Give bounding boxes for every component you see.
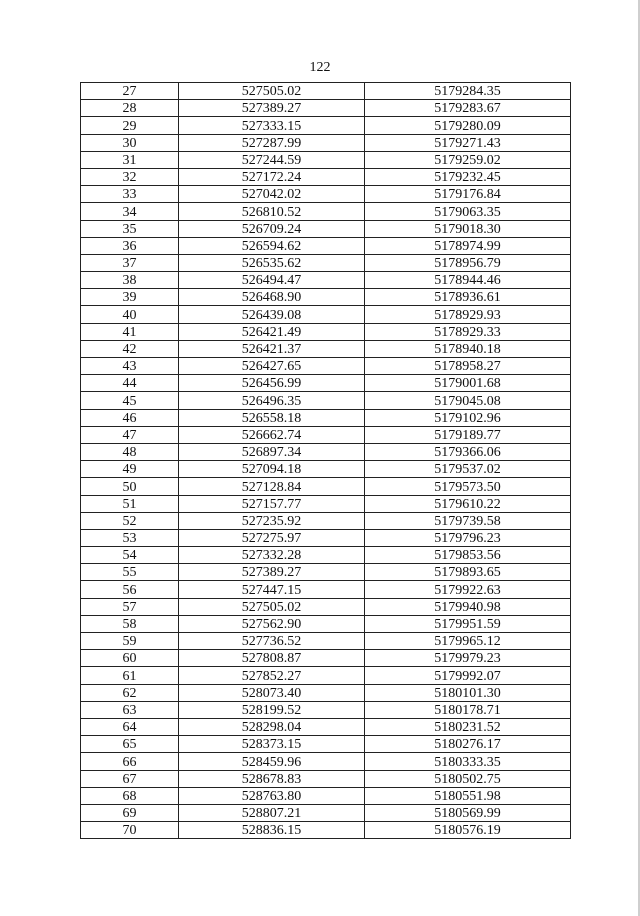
x-coordinate-cell: 526439.08 — [179, 306, 365, 323]
x-coordinate-cell: 528298.04 — [179, 718, 365, 735]
x-coordinate-cell: 527505.02 — [179, 83, 365, 100]
table-row — [81, 340, 571, 357]
table-row — [81, 667, 571, 684]
table-row — [81, 495, 571, 512]
point-number-cell: 38 — [81, 272, 179, 289]
x-coordinate-cell: 527852.27 — [179, 667, 365, 684]
y-coordinate-cell: 5179232.45 — [365, 168, 571, 185]
y-coordinate-cell: 5180502.75 — [365, 770, 571, 787]
x-coordinate-cell: 526468.90 — [179, 289, 365, 306]
y-coordinate-cell: 5179063.35 — [365, 203, 571, 220]
point-number-cell: 66 — [81, 753, 179, 770]
x-coordinate-cell: 528836.15 — [179, 822, 365, 839]
point-number-cell: 53 — [81, 529, 179, 546]
x-coordinate-cell: 526494.47 — [179, 272, 365, 289]
y-coordinate-cell: 5180101.30 — [365, 684, 571, 701]
point-number-cell: 32 — [81, 168, 179, 185]
point-number-cell: 50 — [81, 478, 179, 495]
table-row — [81, 134, 571, 151]
y-coordinate-cell: 5179796.23 — [365, 529, 571, 546]
x-coordinate-cell: 527389.27 — [179, 100, 365, 117]
y-coordinate-cell: 5179283.67 — [365, 100, 571, 117]
x-coordinate-cell: 526496.35 — [179, 392, 365, 409]
y-coordinate-cell: 5179280.09 — [365, 117, 571, 134]
table-row — [81, 615, 571, 632]
table-row — [81, 117, 571, 134]
point-number-cell: 63 — [81, 701, 179, 718]
x-coordinate-cell: 528459.96 — [179, 753, 365, 770]
y-coordinate-cell: 5179271.43 — [365, 134, 571, 151]
y-coordinate-cell: 5180276.17 — [365, 736, 571, 753]
x-coordinate-cell: 526709.24 — [179, 220, 365, 237]
table-row — [81, 753, 571, 770]
y-coordinate-cell: 5179739.58 — [365, 512, 571, 529]
y-coordinate-cell: 5179259.02 — [365, 151, 571, 168]
table-row — [81, 151, 571, 168]
point-number-cell: 27 — [81, 83, 179, 100]
x-coordinate-cell: 528373.15 — [179, 736, 365, 753]
coordinates-table — [80, 82, 571, 839]
point-number-cell: 28 — [81, 100, 179, 117]
table-row — [81, 822, 571, 839]
point-number-cell: 54 — [81, 547, 179, 564]
point-number-cell: 35 — [81, 220, 179, 237]
x-coordinate-cell: 526558.18 — [179, 409, 365, 426]
x-coordinate-cell: 527128.84 — [179, 478, 365, 495]
x-coordinate-cell: 528678.83 — [179, 770, 365, 787]
x-coordinate-cell: 527505.02 — [179, 598, 365, 615]
point-number-cell: 56 — [81, 581, 179, 598]
table-row — [81, 100, 571, 117]
y-coordinate-cell: 5179992.07 — [365, 667, 571, 684]
point-number-cell: 33 — [81, 186, 179, 203]
point-number-cell: 40 — [81, 306, 179, 323]
table-row — [81, 461, 571, 478]
y-coordinate-cell: 5178940.18 — [365, 340, 571, 357]
x-coordinate-cell: 526810.52 — [179, 203, 365, 220]
point-number-cell: 45 — [81, 392, 179, 409]
x-coordinate-cell: 527094.18 — [179, 461, 365, 478]
x-coordinate-cell: 527736.52 — [179, 633, 365, 650]
y-coordinate-cell: 5179853.56 — [365, 547, 571, 564]
point-number-cell: 61 — [81, 667, 179, 684]
x-coordinate-cell: 526456.99 — [179, 375, 365, 392]
x-coordinate-cell: 527333.15 — [179, 117, 365, 134]
y-coordinate-cell: 5180576.19 — [365, 822, 571, 839]
point-number-cell: 39 — [81, 289, 179, 306]
point-number-cell: 41 — [81, 323, 179, 340]
table-row — [81, 323, 571, 340]
y-coordinate-cell: 5179965.12 — [365, 633, 571, 650]
table-row — [81, 650, 571, 667]
table-row — [81, 272, 571, 289]
point-number-cell: 60 — [81, 650, 179, 667]
point-number-cell: 49 — [81, 461, 179, 478]
table-row — [81, 718, 571, 735]
y-coordinate-cell: 5179001.68 — [365, 375, 571, 392]
table-row — [81, 409, 571, 426]
y-coordinate-cell: 5179102.96 — [365, 409, 571, 426]
x-coordinate-cell: 526594.62 — [179, 237, 365, 254]
point-number-cell: 69 — [81, 804, 179, 821]
table-row — [81, 701, 571, 718]
x-coordinate-cell: 527389.27 — [179, 564, 365, 581]
y-coordinate-cell: 5179610.22 — [365, 495, 571, 512]
table-row — [81, 220, 571, 237]
y-coordinate-cell: 5180333.35 — [365, 753, 571, 770]
table-row — [81, 770, 571, 787]
x-coordinate-cell: 527562.90 — [179, 615, 365, 632]
table-row — [81, 564, 571, 581]
x-coordinate-cell: 526897.34 — [179, 443, 365, 460]
y-coordinate-cell: 5178929.93 — [365, 306, 571, 323]
table-row — [81, 804, 571, 821]
table-row — [81, 443, 571, 460]
y-coordinate-cell: 5178956.79 — [365, 254, 571, 271]
table-row — [81, 306, 571, 323]
point-number-cell: 55 — [81, 564, 179, 581]
x-coordinate-cell: 527447.15 — [179, 581, 365, 598]
point-number-cell: 44 — [81, 375, 179, 392]
table-row — [81, 203, 571, 220]
page-number: 122 — [309, 60, 331, 75]
x-coordinate-cell: 526662.74 — [179, 426, 365, 443]
x-coordinate-cell: 527287.99 — [179, 134, 365, 151]
table-row — [81, 426, 571, 443]
x-coordinate-cell: 528807.21 — [179, 804, 365, 821]
x-coordinate-cell: 526427.65 — [179, 358, 365, 375]
x-coordinate-cell: 527172.24 — [179, 168, 365, 185]
y-coordinate-cell: 5179537.02 — [365, 461, 571, 478]
x-coordinate-cell: 527808.87 — [179, 650, 365, 667]
x-coordinate-cell: 526535.62 — [179, 254, 365, 271]
y-coordinate-cell: 5179366.06 — [365, 443, 571, 460]
y-coordinate-cell: 5178936.61 — [365, 289, 571, 306]
y-coordinate-cell: 5179189.77 — [365, 426, 571, 443]
table-row — [81, 358, 571, 375]
point-number-cell: 46 — [81, 409, 179, 426]
table-row — [81, 598, 571, 615]
point-number-cell: 30 — [81, 134, 179, 151]
point-number-cell: 67 — [81, 770, 179, 787]
y-coordinate-cell: 5180551.98 — [365, 787, 571, 804]
point-number-cell: 51 — [81, 495, 179, 512]
point-number-cell: 43 — [81, 358, 179, 375]
x-coordinate-cell: 527157.77 — [179, 495, 365, 512]
point-number-cell: 48 — [81, 443, 179, 460]
point-number-cell: 42 — [81, 340, 179, 357]
table-row — [81, 787, 571, 804]
x-coordinate-cell: 526421.49 — [179, 323, 365, 340]
x-coordinate-cell: 528763.80 — [179, 787, 365, 804]
y-coordinate-cell: 5179940.98 — [365, 598, 571, 615]
point-number-cell: 59 — [81, 633, 179, 650]
table-row — [81, 237, 571, 254]
y-coordinate-cell: 5179893.65 — [365, 564, 571, 581]
point-number-cell: 31 — [81, 151, 179, 168]
point-number-cell: 52 — [81, 512, 179, 529]
y-coordinate-cell: 5179018.30 — [365, 220, 571, 237]
y-coordinate-cell: 5179176.84 — [365, 186, 571, 203]
y-coordinate-cell: 5180178.71 — [365, 701, 571, 718]
table-row — [81, 392, 571, 409]
x-coordinate-cell: 526421.37 — [179, 340, 365, 357]
y-coordinate-cell: 5178944.46 — [365, 272, 571, 289]
y-coordinate-cell: 5179922.63 — [365, 581, 571, 598]
x-coordinate-cell: 527042.02 — [179, 186, 365, 203]
table-row — [81, 83, 571, 100]
table-row — [81, 168, 571, 185]
point-number-cell: 65 — [81, 736, 179, 753]
table-row — [81, 736, 571, 753]
table-row — [81, 581, 571, 598]
x-coordinate-cell: 527244.59 — [179, 151, 365, 168]
table-row — [81, 633, 571, 650]
y-coordinate-cell: 5179979.23 — [365, 650, 571, 667]
table-row — [81, 478, 571, 495]
x-coordinate-cell: 528199.52 — [179, 701, 365, 718]
point-number-cell: 70 — [81, 822, 179, 839]
point-number-cell: 36 — [81, 237, 179, 254]
y-coordinate-cell: 5178958.27 — [365, 358, 571, 375]
point-number-cell: 37 — [81, 254, 179, 271]
x-coordinate-cell: 527332.28 — [179, 547, 365, 564]
y-coordinate-cell: 5180569.99 — [365, 804, 571, 821]
table-row — [81, 375, 571, 392]
table-row — [81, 529, 571, 546]
point-number-cell: 58 — [81, 615, 179, 632]
y-coordinate-cell: 5179573.50 — [365, 478, 571, 495]
point-number-cell: 57 — [81, 598, 179, 615]
point-number-cell: 29 — [81, 117, 179, 134]
table-row — [81, 547, 571, 564]
table-row — [81, 186, 571, 203]
x-coordinate-cell: 527275.97 — [179, 529, 365, 546]
table-row — [81, 289, 571, 306]
y-coordinate-cell: 5180231.52 — [365, 718, 571, 735]
point-number-cell: 47 — [81, 426, 179, 443]
y-coordinate-cell: 5178974.99 — [365, 237, 571, 254]
table-row — [81, 254, 571, 271]
x-coordinate-cell: 527235.92 — [179, 512, 365, 529]
y-coordinate-cell: 5179045.08 — [365, 392, 571, 409]
table-row — [81, 512, 571, 529]
point-number-cell: 62 — [81, 684, 179, 701]
point-number-cell: 64 — [81, 718, 179, 735]
y-coordinate-cell: 5178929.33 — [365, 323, 571, 340]
x-coordinate-cell: 528073.40 — [179, 684, 365, 701]
table-row — [81, 684, 571, 701]
coordinates-table-body — [81, 83, 571, 839]
y-coordinate-cell: 5179284.35 — [365, 83, 571, 100]
point-number-cell: 34 — [81, 203, 179, 220]
y-coordinate-cell: 5179951.59 — [365, 615, 571, 632]
point-number-cell: 68 — [81, 787, 179, 804]
